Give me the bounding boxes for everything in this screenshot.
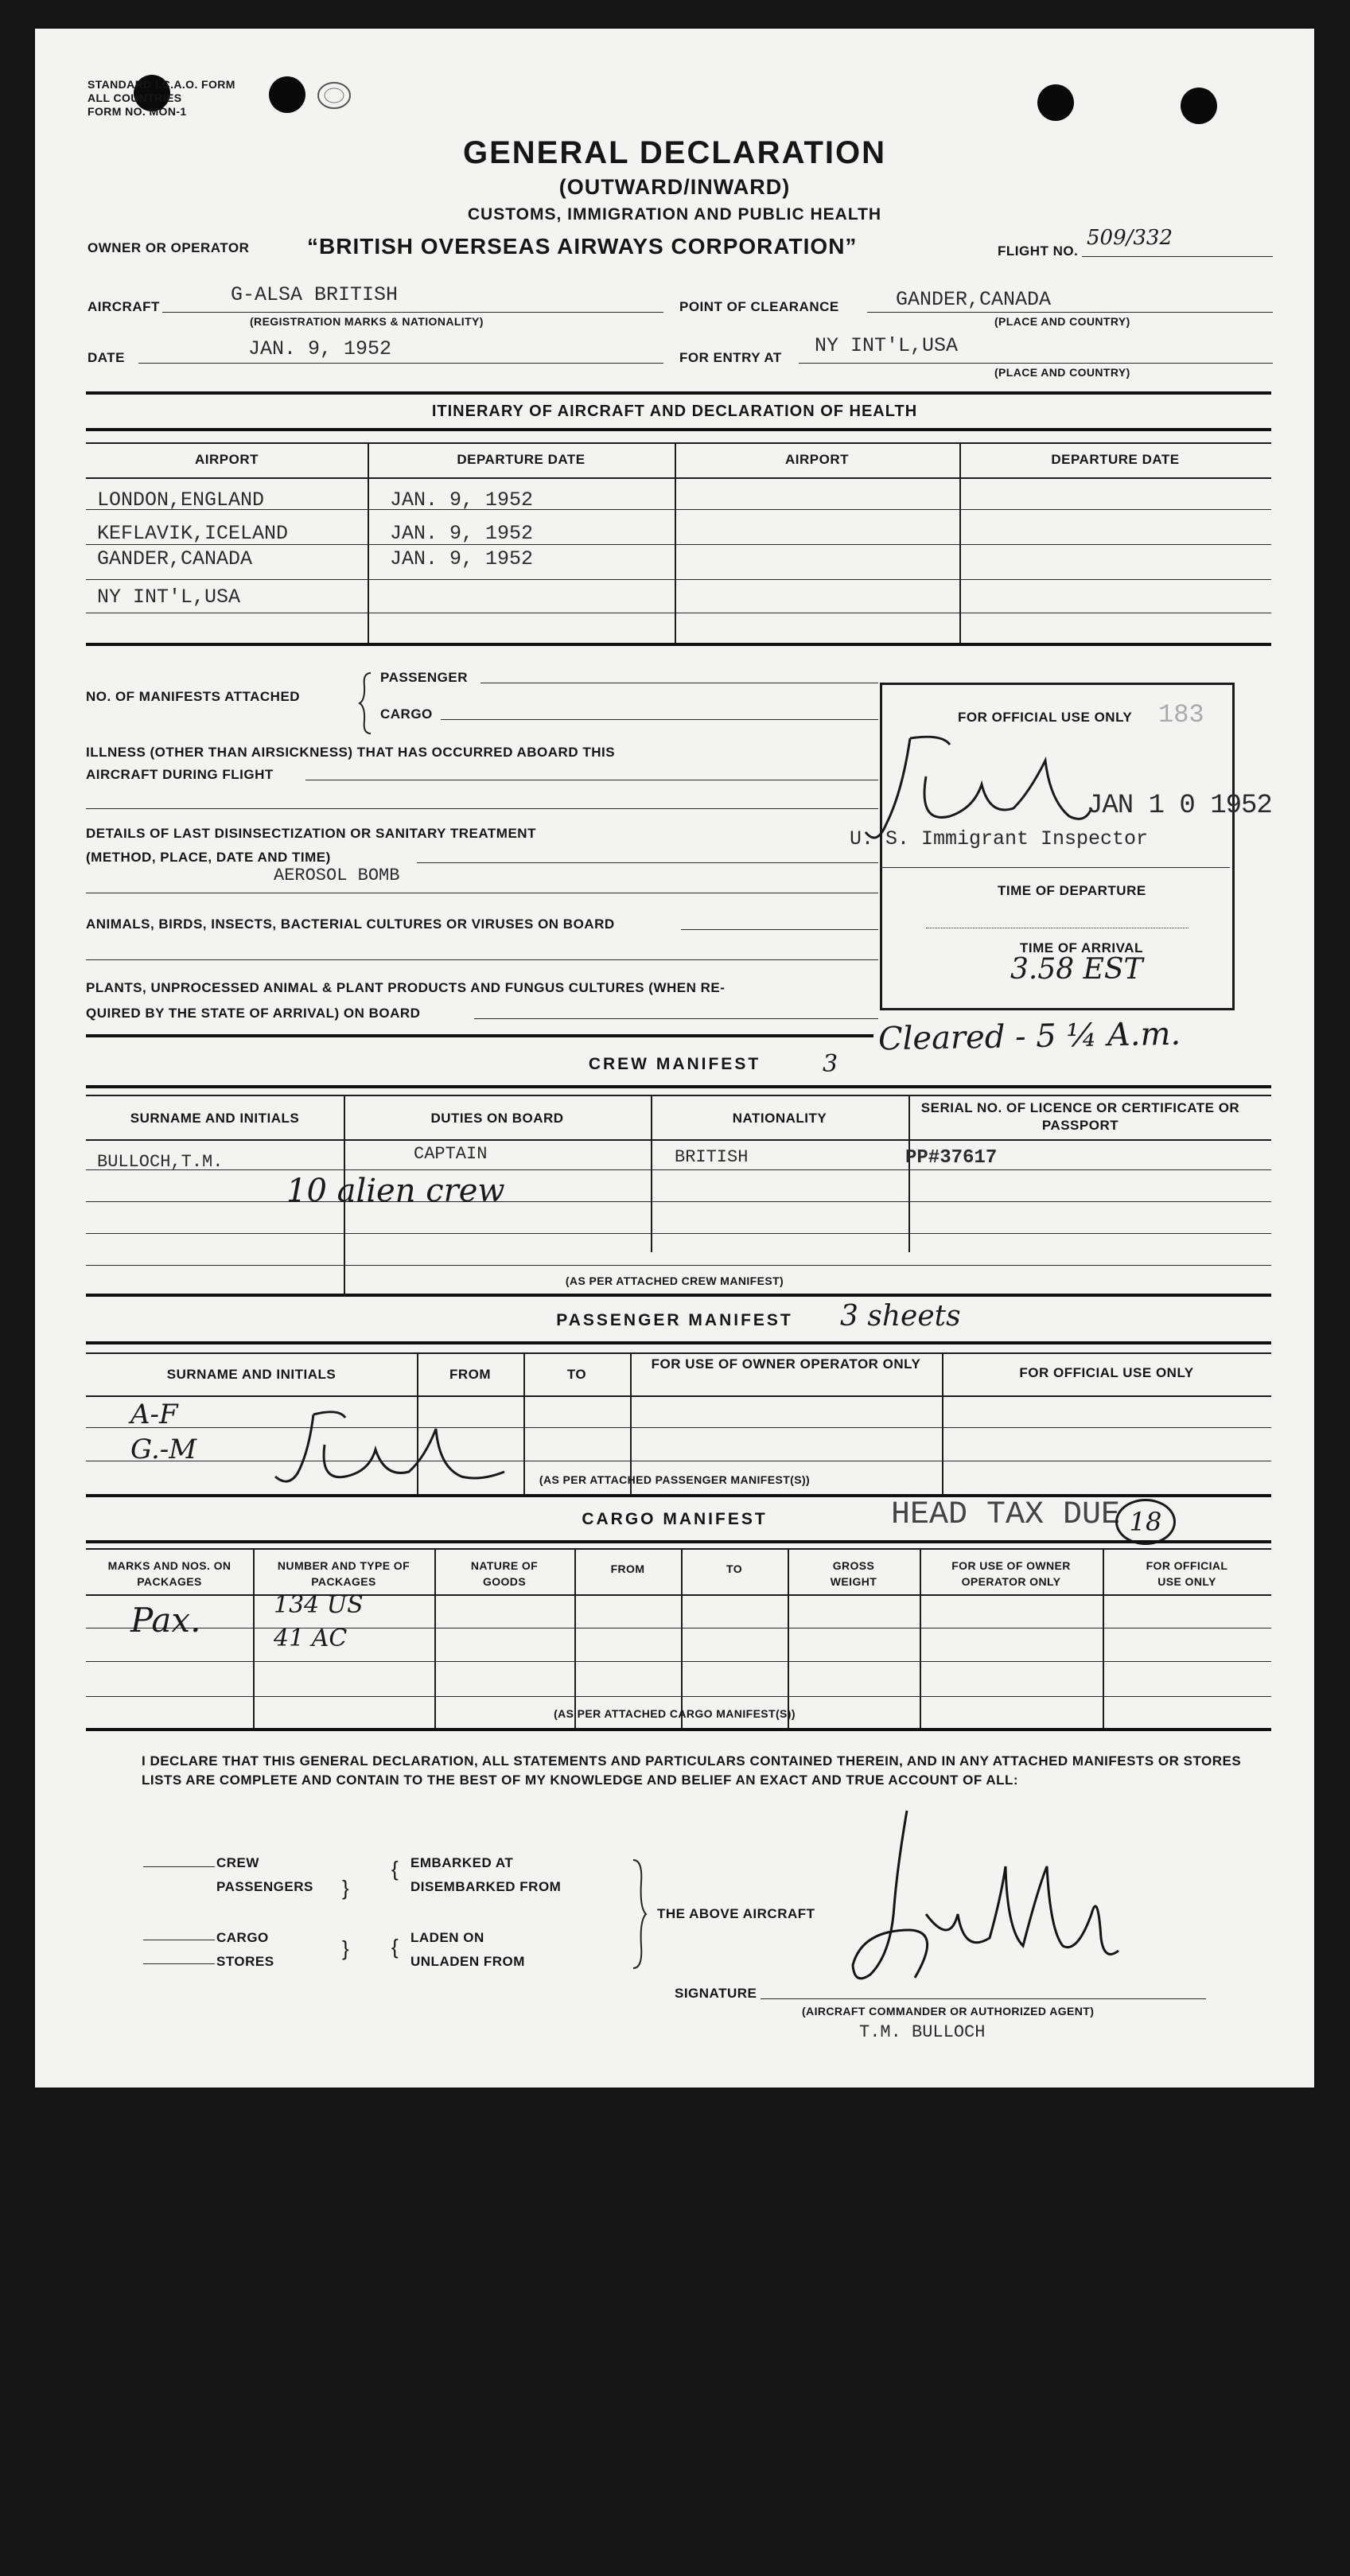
aircraft-sub: (REGISTRATION MARKS & NATIONALITY) [250, 315, 484, 328]
signer-name: T.M. BULLOCH [859, 2022, 986, 2042]
crew-duty: CAPTAIN [414, 1144, 488, 1164]
pass-header-official: FOR OFFICIAL USE ONLY [1019, 1365, 1194, 1380]
crew-footer: (AS PER ATTACHED CREW MANIFEST) [565, 1274, 784, 1287]
crew-header-serial: SERIAL NO. OF LICENCE OR CERTIFICATE OR PASSPORT [920, 1100, 1240, 1133]
clearance-label: POINT OF CLEARANCE [679, 299, 839, 314]
owner-value: “BRITISH OVERSEAS AIRWAYS CORPORATION” [307, 234, 858, 259]
cargo-header-nature: NATURE OF GOODS [470, 1559, 539, 1588]
punch-hole [1037, 84, 1074, 121]
date-value: JAN. 9, 1952 [248, 337, 392, 360]
cargo-header-official: FOR OFFICIAL USE ONLY [1146, 1559, 1228, 1588]
itin-header-airport-1: AIRPORT [195, 452, 259, 467]
decl-laden: LADEN ON [410, 1930, 484, 1945]
signature-sub: (AIRCRAFT COMMANDER OR AUTHORIZED AGENT) [802, 2005, 1095, 2018]
disinsect-value: AEROSOL BOMB [274, 866, 400, 885]
passenger-note: G.-M [130, 1434, 197, 1465]
itin-date: JAN. 9, 1952 [390, 547, 534, 570]
seal-stamp-icon [315, 80, 353, 111]
cleared-note: Cleared - 5 ¼ A.m. [877, 1015, 1181, 1058]
crew-header-nationality: NATIONALITY [732, 1111, 827, 1126]
clearance-value: GANDER,CANADA [896, 288, 1052, 311]
page-subtitle: (OUTWARD/INWARD) [558, 175, 791, 199]
page-subtitle-2: CUSTOMS, IMMIGRATION AND PUBLIC HEALTH [467, 205, 882, 224]
owner-label: OWNER OR OPERATOR [88, 240, 250, 255]
crew-nationality: BRITISH [675, 1147, 749, 1167]
cargo-header-weight: GROSS WEIGHT [830, 1559, 877, 1588]
date-stamp: JAN 1 0 1952 [1087, 791, 1272, 821]
brace-icon [358, 671, 374, 735]
disinsect-label-2: (METHOD, PLACE, DATE AND TIME) [86, 850, 331, 865]
crew-title: CREW MANIFEST [588, 1055, 761, 1073]
pass-header-from: FROM [449, 1367, 492, 1382]
disinsect-label: DETAILS OF LAST DISINSECTIZATION OR SANITARY TREATMENT [86, 826, 536, 841]
brace-icon: { [391, 1857, 399, 1881]
manifests-label: NO. OF MANIFESTS ATTACHED [86, 689, 301, 704]
cargo-marks-note: Pax. [130, 1601, 201, 1640]
decl-crew: CREW [216, 1855, 259, 1870]
decl-above-aircraft: THE ABOVE AIRCRAFT [657, 1906, 815, 1921]
page-title: GENERAL DECLARATION [462, 135, 887, 170]
inspector-stamp: U. S. Immigrant Inspector [850, 827, 1149, 850]
cargo-footer: (AS PER ATTACHED CARGO MANIFEST(S)) [554, 1707, 796, 1720]
crew-header-name: SURNAME AND INITIALS [130, 1111, 300, 1126]
plants-label: PLANTS, UNPROCESSED ANIMAL & PLANT PRODUCTS AND FUNGUS CULTURES (WHEN RE- [86, 980, 726, 995]
aircraft-label: AIRCRAFT [88, 299, 160, 314]
itin-airport: LONDON,ENGLAND [97, 488, 265, 512]
cargo-header-number: NUMBER AND TYPE OF PACKAGES [277, 1559, 410, 1588]
itin-header-date-2: DEPARTURE DATE [1051, 452, 1180, 467]
declaration-form [35, 29, 1314, 2088]
signature-label: SIGNATURE [675, 1986, 757, 2001]
passenger-count-label: PASSENGER [380, 670, 468, 685]
illness-label-2: AIRCRAFT DURING FLIGHT [86, 767, 274, 782]
form-id: STANDARD I.C.A.O. FORM ALL COUNTRIES FORM NO. MON-1 [88, 78, 235, 118]
pass-header-to: TO [566, 1367, 587, 1382]
itin-airport: NY INT'L,USA [97, 586, 241, 609]
cargo-packages-note: 41 AC [274, 1625, 348, 1652]
entry-value: NY INT'L,USA [815, 334, 959, 357]
flight-label: FLIGHT NO. [998, 243, 1079, 259]
entry-label: FOR ENTRY AT [679, 350, 782, 365]
cargo-header-from: FROM [610, 1562, 645, 1575]
itin-airport: GANDER,CANADA [97, 547, 253, 570]
cargo-packages-note: 134 US [274, 1591, 364, 1619]
clearance-sub: (PLACE AND COUNTRY) [994, 315, 1130, 328]
alien-crew-note: 10 alien crew [286, 1173, 505, 1209]
punch-hole [269, 76, 305, 113]
crew-header-duties: DUTIES ON BOARD [430, 1111, 564, 1126]
cargo-header-to: TO [726, 1562, 742, 1575]
crew-name: BULLOCH,T.M. [97, 1152, 224, 1172]
itin-airport: KEFLAVIK,ICELAND [97, 522, 289, 545]
decl-embarked: EMBARKED AT [410, 1855, 514, 1870]
decl-cargo: CARGO [216, 1930, 269, 1945]
itin-header-date-1: DEPARTURE DATE [457, 452, 586, 467]
decl-stores: STORES [216, 1954, 274, 1969]
brace-icon: } [342, 1876, 349, 1900]
crew-serial: PP#37617 [905, 1147, 998, 1169]
illness-label: ILLNESS (OTHER THAN AIRSICKNESS) THAT HAS OCCURRED ABOARD THIS [86, 745, 616, 760]
brace-icon: } [342, 1936, 349, 1960]
crew-count-note: 3 [823, 1050, 838, 1078]
decl-disembarked: DISEMBARKED FROM [410, 1879, 562, 1894]
head-tax-amount: 18 [1115, 1499, 1176, 1545]
cargo-title: CARGO MANIFEST [582, 1510, 768, 1528]
arrival-time-value: 3.58 EST [1010, 953, 1143, 986]
official-use-title: FOR OFFICIAL USE ONLY [958, 710, 1133, 725]
passenger-note: A-F [130, 1399, 178, 1430]
cargo-header-marks: MARKS AND NOS. ON PACKAGES [107, 1559, 231, 1588]
plants-label-2: QUIRED BY THE STATE OF ARRIVAL) ON BOARD [86, 1006, 421, 1021]
punch-hole [1181, 88, 1217, 124]
decl-passengers: PASSENGERS [216, 1879, 313, 1894]
declaration-text: I DECLARE THAT THIS GENERAL DECLARATION, ALL STATEMENTS AND PARTICULARS CONTAINED THEREIN, AND IN ANY ATTACHED MANIFESTS OR STORES LISTS ARE COMPLETE AND CONTAIN TO THE BEST OF MY KNOWLEDGE AND BELIEF AN EXACT AND TRUE ACCOUNT OF ALL: [142, 1753, 1242, 1788]
arrival-time-label: TIME OF ARRIVAL [1020, 940, 1143, 955]
passenger-count-note: 3 sheets [840, 1300, 961, 1333]
entry-sub: (PLACE AND COUNTRY) [994, 366, 1130, 379]
animals-label: ANIMALS, BIRDS, INSECTS, BACTERIAL CULTURES OR VIRUSES ON BOARD [86, 916, 615, 932]
itin-header-airport-2: AIRPORT [785, 452, 849, 467]
itinerary-title: ITINERARY OF AIRCRAFT AND DECLARATION OF HEALTH [431, 403, 918, 420]
aircraft-value: G-ALSA BRITISH [231, 283, 399, 306]
captain-signature [838, 1795, 1125, 2002]
flight-value: 509/332 [1087, 226, 1173, 250]
inspector-signature [854, 729, 1093, 880]
brace-icon [630, 1858, 648, 1970]
passenger-title: PASSENGER MANIFEST [556, 1311, 793, 1329]
passenger-footer: (AS PER ATTACHED PASSENGER MANIFEST(S)) [539, 1473, 811, 1486]
cargo-header-owner: FOR USE OF OWNER OPERATOR ONLY [951, 1559, 1071, 1588]
date-label: DATE [88, 350, 126, 365]
pass-header-name: SURNAME AND INITIALS [166, 1367, 337, 1382]
itin-date: JAN. 9, 1952 [390, 522, 534, 545]
departure-time-label: TIME OF DEPARTURE [998, 883, 1146, 898]
decl-unladen: UNLADEN FROM [410, 1954, 525, 1969]
head-tax-stamp: HEAD TAX DUE [891, 1497, 1121, 1533]
number-stamp: 183 [1158, 700, 1204, 730]
brace-icon: { [391, 1935, 399, 1959]
itin-date: JAN. 9, 1952 [390, 488, 534, 512]
pass-header-owner: FOR USE OF OWNER OPERATOR ONLY [651, 1356, 921, 1372]
cargo-count-label: CARGO [380, 706, 433, 722]
